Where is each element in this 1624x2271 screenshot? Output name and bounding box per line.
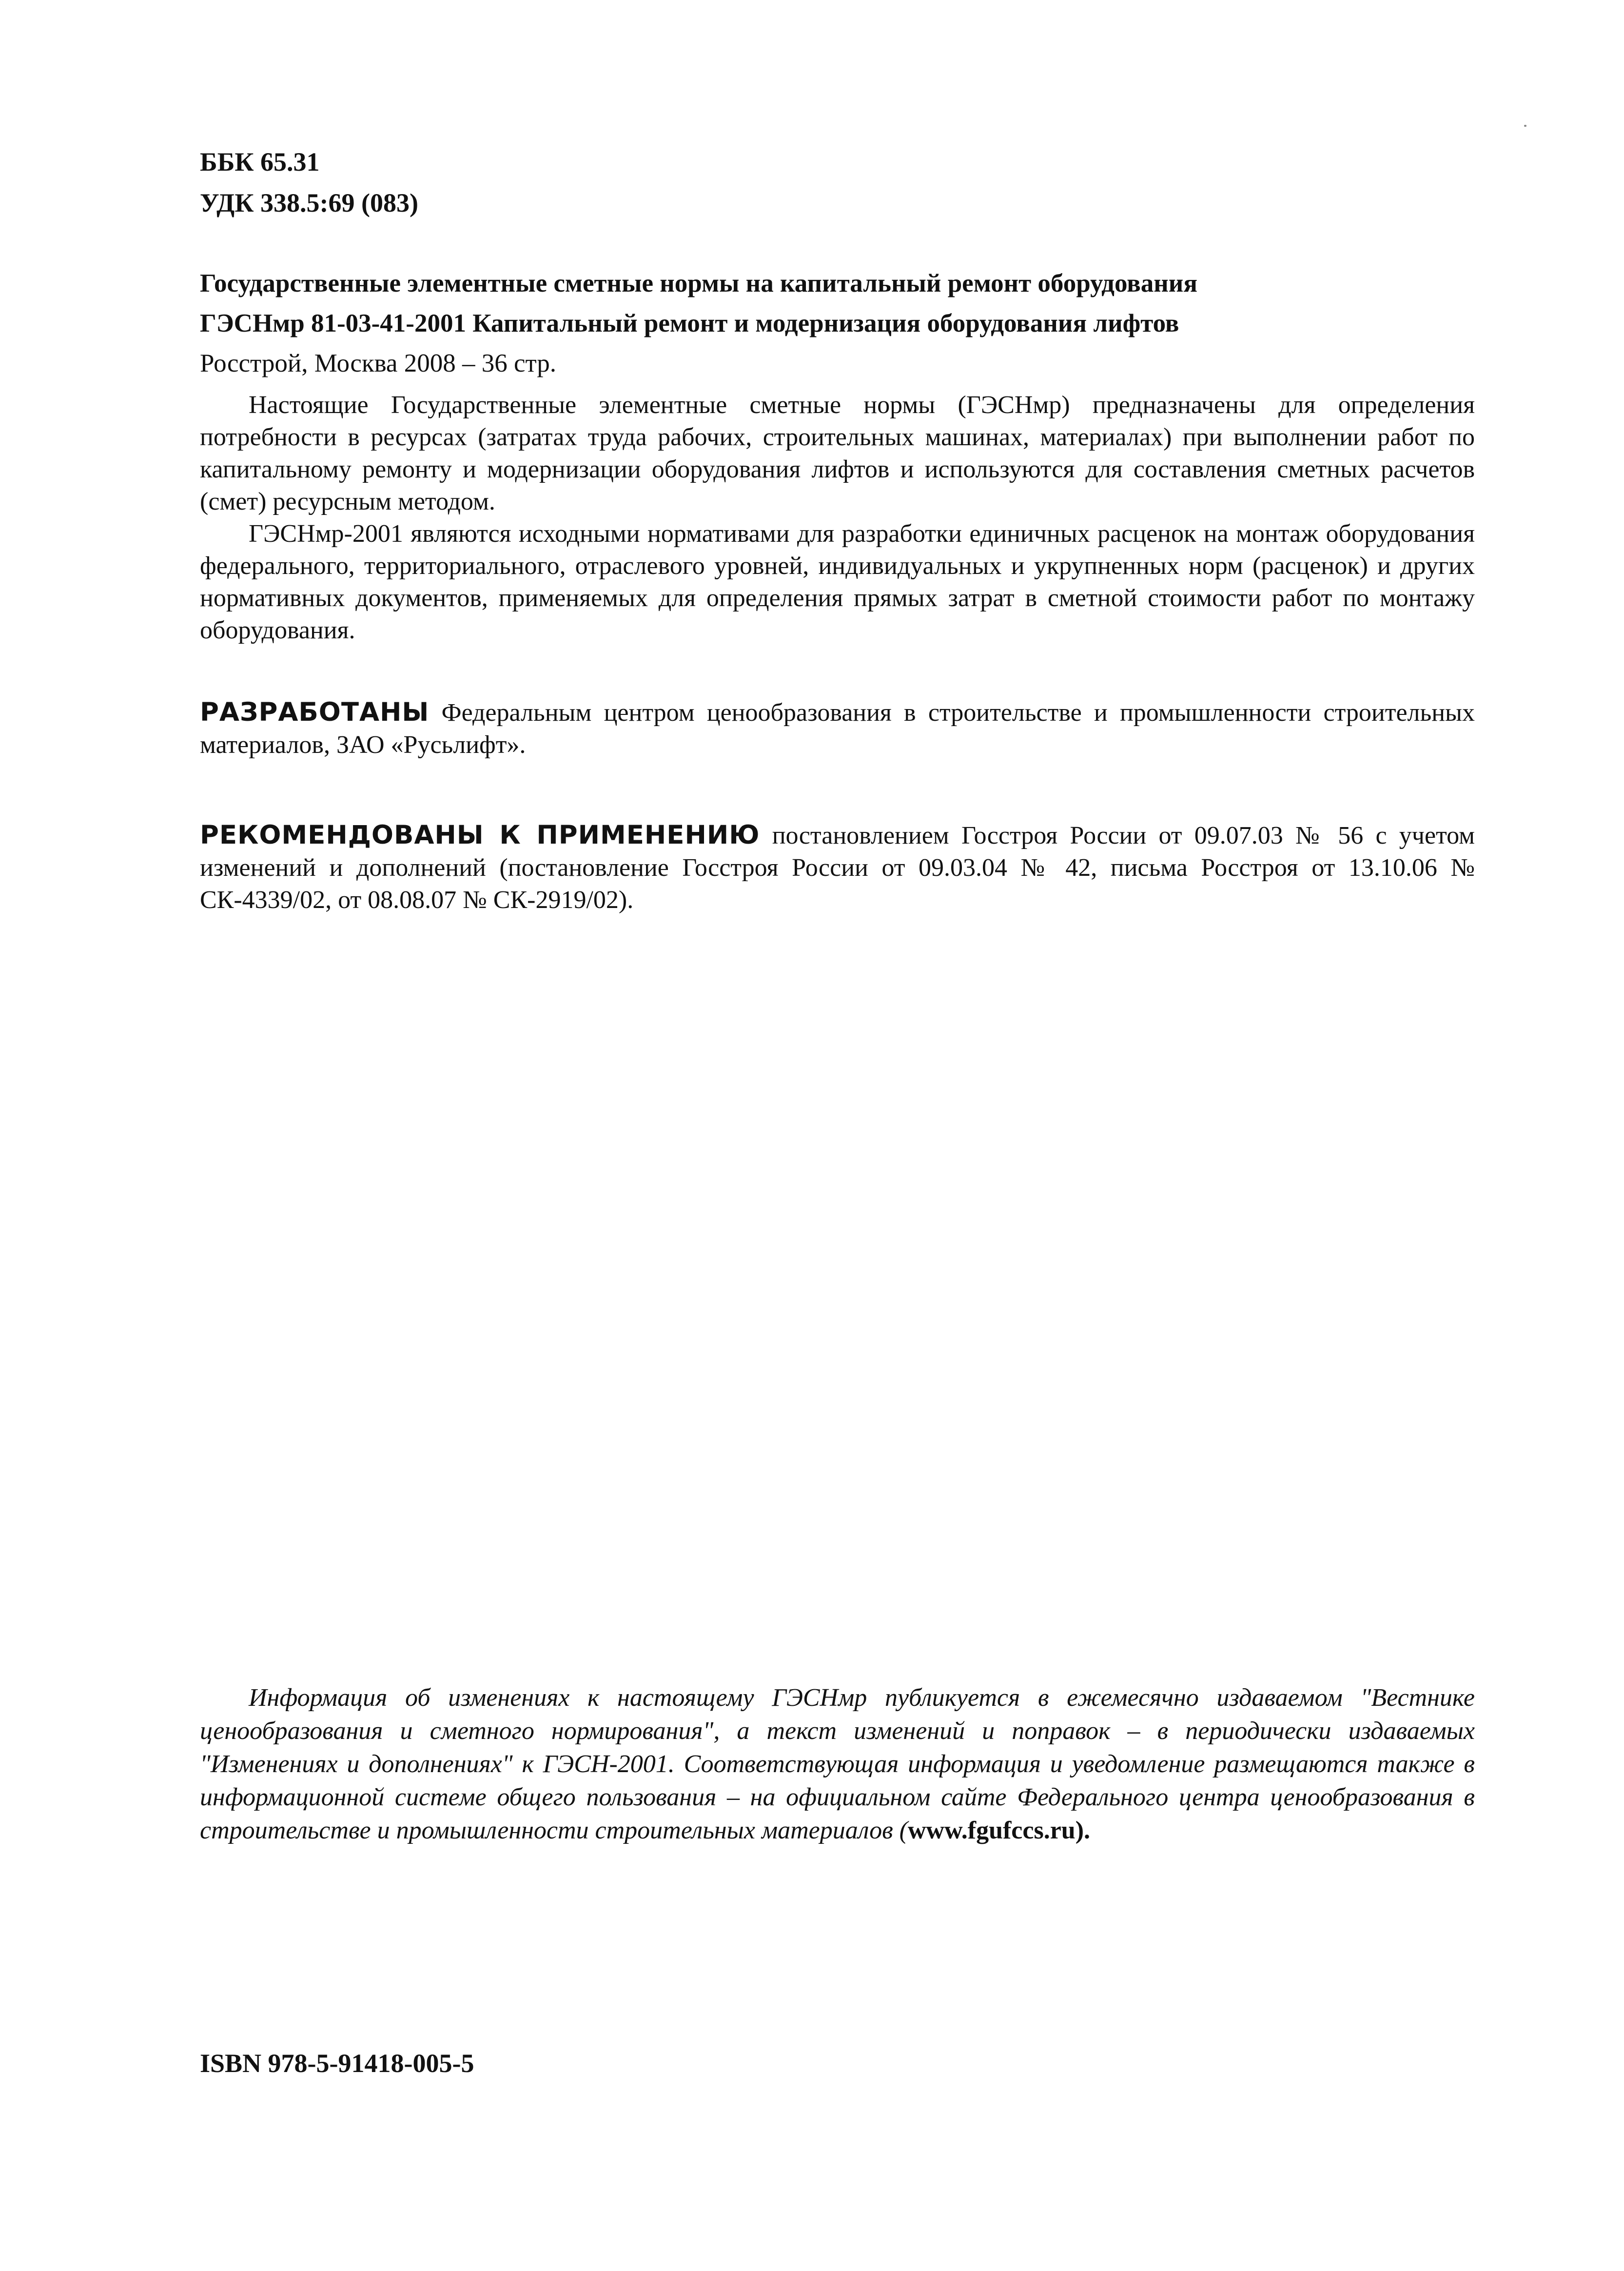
classification-codes	[200, 141, 1475, 223]
intro-section	[200, 389, 1475, 647]
isbn-number: ISBN 978-5-91418-005-5	[200, 2049, 474, 2078]
website-link[interactable]: www.fgufccs.ru).	[907, 1817, 1091, 1844]
udk-code: УДК 338.5:69 (083)	[200, 188, 418, 217]
intro-paragraph-1: Настоящие Государственные элементные сметные нормы (ГЭСНмр) предназначены для определения потребности в ресурсах (затратах труда рабочих, строительных машинах, материалах) при выполнении работ по капитальному ремонту и модернизации оборудования лифтов и используются для составления сметных расчетов (смет) ресурсным методом.	[200, 391, 1475, 515]
changes-info-section	[200, 1681, 1475, 1847]
scan-speck	[1524, 125, 1526, 127]
intro-paragraph-2: ГЭСНмр-2001 являются исходными нормативами для разработки единичных расценок на монтаж оборудования федерального, территориального, отраслевого уровней, индивидуальных и укрупненных норм (расценок) и других нормативных документов, применяемых для определения прямых затрат в сметной стоимости работ по монтажу оборудования.	[200, 520, 1475, 644]
title-line-2: ГЭСНмр 81-03-41-2001 Капитальный ремонт и модернизация оборудования лифтов	[200, 309, 1179, 337]
recommended-text: постановлением Госстроя России от 09.07.03 № 56 с учетом изменений и дополнений (постановление Госстроя России от 09.03.04 № 42, письма Росстроя от 13.10.06 № СК-4339/02, от 08.08.07 № СК-2919/02).	[200, 822, 1475, 914]
changes-info-paragraph	[200, 1681, 1475, 1847]
title-line-1: Государственные элементные сметные нормы на капитальный ремонт оборудования	[200, 269, 1198, 297]
developed-text: Федеральным центром ценообразования в строительстве и промышленности строительных материалов, ЗАО «Русьлифт».	[200, 699, 1475, 759]
recommended-paragraph	[200, 819, 1475, 916]
changes-info-text: Информация об изменениях к настоящему ГЭСНмр публикуется в ежемесячно издаваемом "Вестнике ценообразования и сметного нормирования", а текст изменений и поправок – в периодически издаваемых "Изменениях и дополнениях" к ГЭСН-2001. Соответствующая информация и уведомление размещаются также в информационной системе общего пользования – на официальном сайте Федерального центра ценообразования в строительстве и промышленности строительных материалов (	[200, 1684, 1475, 1844]
document-title	[200, 263, 1475, 383]
publisher-line: Росстрой, Москва 2008 – 36 стр.	[200, 349, 557, 377]
bbk-code: ББК 65.31	[200, 147, 320, 177]
recommended-label: РЕКОМЕНДОВАНЫ К ПРИМЕНЕНИЮ	[200, 820, 760, 850]
developed-label: РАЗРАБОТАНЫ	[200, 697, 430, 727]
developed-by-paragraph	[200, 696, 1475, 761]
